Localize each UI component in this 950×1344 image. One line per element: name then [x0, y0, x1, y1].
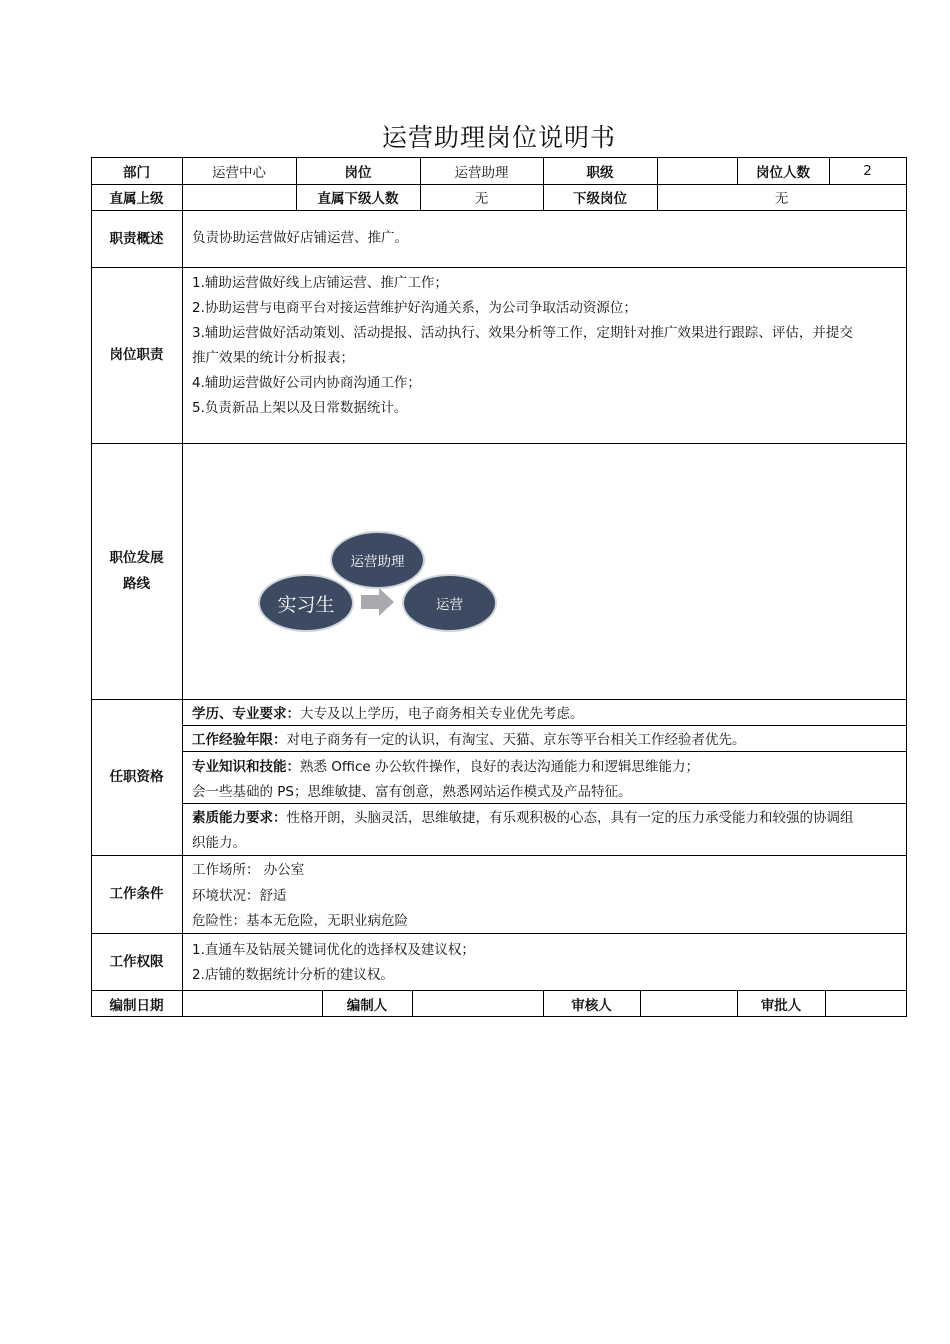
conditions-label: 工作条件	[109, 886, 164, 902]
duty-line: 3.辅助运营做好活动策划、活动提报、活动执行、效果分析等工作，定期针对推广效果进行跟踪、评估，并提交	[192, 325, 853, 341]
summary-label: 职责概述	[109, 230, 164, 247]
summary-text: 负责协助运营做好店铺运营、推广。	[192, 230, 408, 246]
author-value	[412, 990, 543, 1017]
level-label: 职级	[586, 164, 614, 181]
duty-line: 5.负责新品上架以及日常数据统计。	[192, 400, 408, 416]
headcount-label: 岗位人数	[756, 164, 810, 181]
education-key: 学历、专业要求：	[192, 706, 300, 722]
experience-text: 对电子商务有一定的认识，有淘宝、天猫、京东等平台相关工作经验者优先。	[286, 732, 746, 748]
subordinate-post-label: 下级岗位	[573, 191, 627, 207]
arrow-right-icon	[361, 588, 395, 616]
quality-key: 素质能力要求：	[192, 810, 287, 826]
approver-label: 审批人	[760, 997, 802, 1014]
superior-label: 直属上级	[109, 191, 164, 207]
qualifications-label: 任职资格	[109, 769, 164, 785]
prepared-date-value	[182, 990, 322, 1017]
author-label: 编制人	[346, 997, 388, 1014]
level-value	[657, 157, 737, 184]
post-label: 岗位	[344, 164, 372, 181]
condition-line: 环境状况：舒适	[192, 888, 287, 904]
skills-text: 熟悉 Office 办公软件操作，良好的表达沟通能力和逻辑思维能力；	[300, 759, 699, 775]
subordinate-post-value: 无	[774, 191, 789, 207]
quality-text: 性格开朗，头脑灵活，思维敏捷，有乐观积极的心态，具有一定的压力承受能力和较强的协调组	[286, 810, 854, 826]
post-value: 运营助理	[454, 164, 509, 181]
education-requirement	[192, 702, 584, 727]
skills-requirement	[192, 755, 699, 780]
career-node-operator: 运营	[402, 574, 497, 632]
prepared-date-label: 编制日期	[109, 997, 164, 1014]
subordinate-count-label: 直属下级人数	[317, 191, 399, 207]
career-node-intern: 实习生	[258, 574, 354, 632]
authority-label: 工作权限	[109, 953, 164, 970]
dept-label: 部门	[123, 164, 150, 181]
career-label	[91, 443, 182, 699]
skills-text-continued: 会一些基础的 PS；思维敏捷、富有创意，熟悉网站运作模式及产品特征。	[192, 784, 632, 800]
skills-key: 专业知识和技能：	[192, 759, 300, 775]
dept-value: 运营中心	[212, 164, 266, 181]
career-label-line1: 职位发展	[109, 550, 164, 566]
superior-value	[182, 184, 296, 210]
duty-line: 1.辅助运营做好线上店铺运营、推广工作；	[192, 275, 448, 291]
experience-requirement	[192, 728, 746, 753]
condition-line: 危险性：基本无危险，无职业病危险	[192, 913, 408, 929]
duties-label: 岗位职责	[109, 347, 164, 363]
quality-text-continued: 织能力。	[192, 835, 246, 851]
subordinate-count-value: 无	[474, 191, 489, 207]
approver-value	[825, 990, 906, 1017]
reviewer-value	[640, 990, 737, 1017]
headcount-value: 2	[863, 162, 872, 179]
reviewer-label: 审核人	[571, 997, 612, 1014]
duty-line: 2.协助运营与电商平台对接运营维护好沟通关系，为公司争取活动资源位；	[192, 300, 637, 316]
career-node-assistant: 运营助理	[330, 531, 425, 589]
condition-line: 工作场所： 办公室	[192, 862, 305, 878]
authority-line: 1.直通车及钻展关键词优化的选择权及建议权；	[192, 942, 475, 958]
authority-line: 2.店铺的数据统计分析的建议权。	[192, 967, 394, 983]
duty-line: 4.辅助运营做好公司内协商沟通工作；	[192, 375, 421, 391]
experience-key: 工作经验年限：	[192, 732, 287, 748]
quality-requirement	[192, 806, 854, 831]
career-label-line2: 路线	[123, 576, 150, 592]
document-title: 运营助理岗位说明书	[381, 123, 616, 152]
duty-line: 推广效果的统计分析报表；	[192, 350, 354, 366]
education-text: 大专及以上学历，电子商务相关专业优先考虑。	[300, 706, 584, 722]
